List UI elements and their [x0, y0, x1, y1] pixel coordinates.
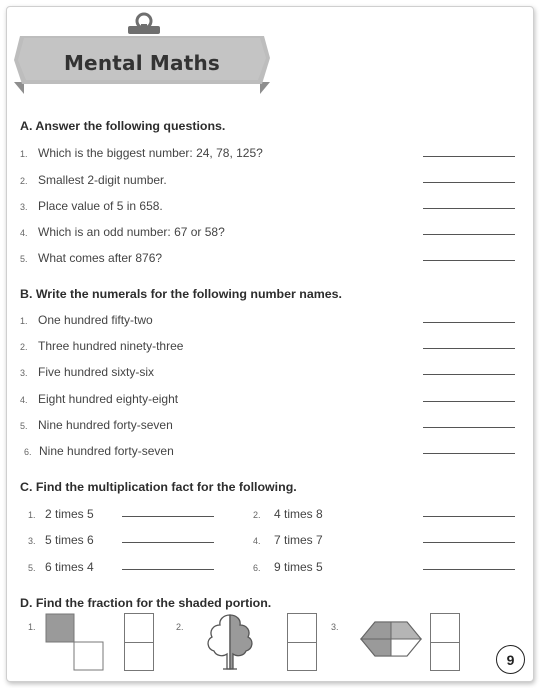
answer-line[interactable] — [423, 208, 515, 209]
answer-line[interactable] — [423, 542, 515, 543]
fraction-answer-box-1[interactable] — [124, 613, 154, 671]
hexagon-icon — [360, 620, 422, 658]
section-b-heading: B. Write the numerals for the following number names. — [20, 287, 342, 301]
question-c4: 4. 7 times 7 — [253, 533, 323, 547]
section-c-heading: C. Find the multiplication fact for the following. — [20, 480, 297, 494]
answer-line[interactable] — [423, 156, 515, 157]
fraction-number-3: 3. — [331, 622, 339, 632]
fraction-number-2: 2. — [176, 622, 184, 632]
fraction-answer-box-2[interactable] — [287, 613, 317, 671]
answer-line[interactable] — [423, 401, 515, 402]
squares-icon — [45, 613, 105, 671]
answer-line[interactable] — [423, 374, 515, 375]
question-b6: 6. Nine hundred forty-seven — [24, 444, 174, 458]
page-number: 9 — [496, 645, 525, 674]
question-c2: 2. 4 times 8 — [253, 507, 323, 521]
page-title: Mental Maths — [63, 51, 221, 75]
answer-line[interactable] — [423, 234, 515, 235]
fraction-number-1: 1. — [28, 622, 36, 632]
question-c1: 1. 2 times 5 — [28, 507, 94, 521]
answer-line[interactable] — [423, 182, 515, 183]
question-c6: 6. 9 times 5 — [253, 560, 323, 574]
fraction-answer-box-3[interactable] — [430, 613, 460, 671]
question-a1: 1. Which is the biggest number: 24, 78, 125? — [20, 146, 263, 160]
question-a2: 2. Smallest 2-digit number. — [20, 173, 167, 187]
question-a5: 5. What comes after 876? — [20, 251, 163, 265]
question-c3: 3. 5 times 6 — [28, 533, 94, 547]
question-b4: 4. Eight hundred eighty-eight — [20, 392, 179, 406]
section-d-heading: D. Find the fraction for the shaded portion. — [20, 596, 272, 610]
answer-line[interactable] — [122, 569, 214, 570]
answer-line[interactable] — [423, 260, 515, 261]
answer-line[interactable] — [423, 348, 515, 349]
answer-line[interactable] — [423, 322, 515, 323]
question-b3: 3. Five hundred sixty-six — [20, 365, 155, 379]
question-b5: 5. Nine hundred forty-seven — [20, 418, 173, 432]
answer-line[interactable] — [423, 427, 515, 428]
question-a3: 3. Place value of 5 in 658. — [20, 199, 163, 213]
answer-line[interactable] — [423, 453, 515, 454]
question-c5: 5. 6 times 4 — [28, 560, 94, 574]
answer-line[interactable] — [423, 569, 515, 570]
tree-icon — [203, 611, 257, 671]
title-banner — [14, 12, 270, 94]
answer-line[interactable] — [122, 516, 214, 517]
question-a4: 4. Which is an odd number: 67 or 58? — [20, 225, 225, 239]
question-b1: 1. One hundred fifty-two — [20, 313, 153, 327]
answer-line[interactable] — [423, 516, 515, 517]
answer-line[interactable] — [122, 542, 214, 543]
question-b2: 2. Three hundred ninety-three — [20, 339, 184, 353]
section-a-heading: A. Answer the following questions. — [20, 119, 226, 133]
